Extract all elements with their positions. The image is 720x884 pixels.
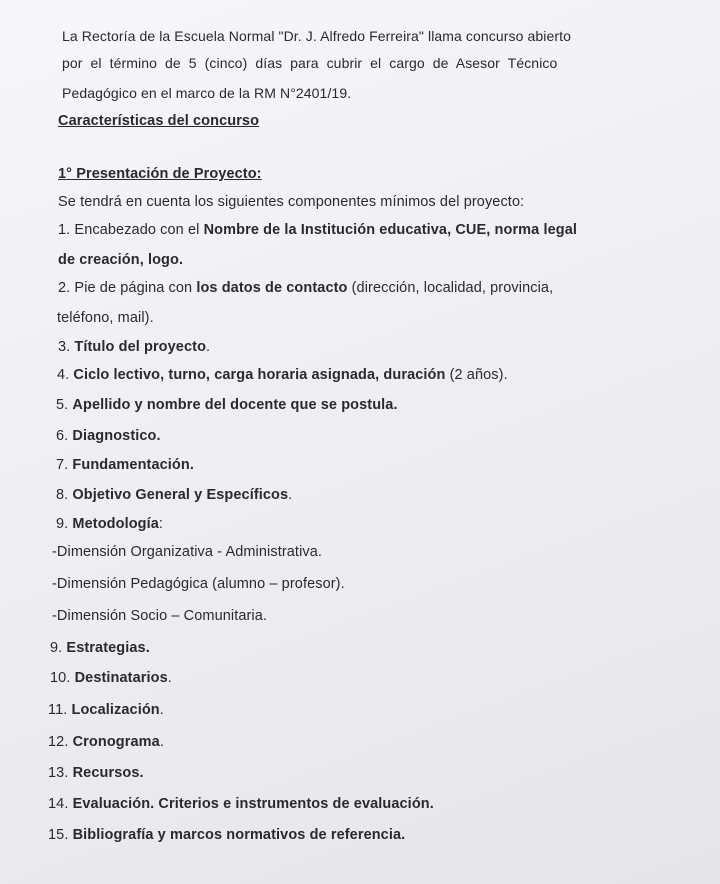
item-15-number: 15.	[48, 827, 73, 843]
item-9	[56, 515, 163, 533]
item-9b	[50, 639, 150, 657]
item-10-bold: Destinatarios	[74, 670, 168, 686]
intro-line-1: La Rectoría de la Escuela Normal "Dr. J. Alfredo Ferreira" llama concurso abierto	[62, 28, 572, 44]
item-14-number: 14.	[48, 796, 73, 812]
item-2-continuation: teléfono, mail).	[57, 310, 154, 326]
dimension-2: -Dimensión Pedagógica (alumno – profesor).	[52, 576, 345, 592]
item-2	[58, 279, 553, 297]
item-11-bold: Localización	[71, 702, 160, 718]
item-6-number: 6.	[56, 428, 73, 444]
item-6	[56, 427, 161, 445]
item-7-number: 7.	[56, 457, 73, 473]
item-13-bold: Recursos.	[72, 765, 144, 781]
item-12	[48, 733, 164, 751]
subsection-title: 1° Presentación de Proyecto:	[58, 166, 262, 182]
item-8-number: 8.	[56, 487, 73, 503]
item-3-end: .	[206, 339, 211, 355]
item-5	[56, 396, 398, 414]
dimension-1: -Dimensión Organizativa - Administrativa.	[52, 544, 323, 560]
item-10-end: .	[167, 670, 172, 686]
item-15	[48, 826, 405, 844]
item-7-bold: Fundamentación.	[72, 457, 194, 473]
item-9-end: :	[158, 516, 164, 532]
item-9-number: 9.	[56, 516, 73, 532]
intro-line-3: Pedagógico en el marco de la RM N°2401/19.	[62, 85, 352, 101]
item-1-continuation: de creación, logo.	[58, 252, 184, 268]
item-15-bold: Bibliografía y marcos normativos de referencia.	[72, 827, 406, 843]
item-12-bold: Cronograma	[72, 734, 160, 750]
item-3-number: 3.	[58, 339, 75, 355]
item-2-bold: los datos de contacto	[196, 280, 348, 296]
item-14-bold: Evaluación. Criterios e instrumentos de evaluación.	[72, 796, 434, 812]
intro-line-2: por el término de 5 (cinco) días para cubrir el cargo de Asesor Técnico	[62, 55, 558, 71]
item-8-end: .	[288, 487, 293, 503]
item-5-bold: Apellido y nombre del docente que se postula.	[72, 397, 398, 413]
item-2-suffix: (dirección, localidad, provincia,	[347, 280, 554, 296]
item-9-bold: Metodología	[72, 516, 159, 532]
item-6-bold: Diagnostico.	[72, 428, 161, 444]
item-4-bold: Ciclo lectivo, turno, carga horaria asignada, duración	[73, 367, 446, 383]
item-3-bold: Título del proyecto	[74, 339, 207, 355]
item-1-bold: Nombre de la Institución educativa, CUE, norma legal	[203, 222, 578, 238]
section-title: Características del concurso	[58, 113, 260, 129]
item-11-number: 11.	[48, 702, 72, 718]
item-12-end: .	[159, 734, 164, 750]
item-13	[48, 764, 144, 782]
item-8	[56, 486, 292, 504]
item-1-prefix: 1. Encabezado con el	[58, 222, 204, 238]
item-1	[58, 221, 577, 239]
item-3	[58, 338, 210, 356]
item-4	[57, 366, 508, 384]
item-11	[48, 701, 164, 719]
item-13-number: 13.	[48, 765, 73, 781]
dimension-3: -Dimensión Socio – Comunitaria.	[52, 608, 268, 624]
item-8-bold: Objetivo General y Específicos	[72, 487, 289, 503]
item-9b-number: 9.	[50, 640, 67, 656]
item-5-number: 5.	[56, 397, 73, 413]
item-9b-bold: Estrategias.	[66, 640, 150, 656]
item-14	[48, 795, 434, 813]
item-10	[50, 669, 172, 687]
item-7	[56, 456, 194, 474]
item-4-number: 4.	[57, 367, 74, 383]
item-4-suffix: (2 años).	[445, 367, 508, 383]
lead-text: Se tendrá en cuenta los siguientes componentes mínimos del proyecto:	[58, 194, 525, 210]
item-12-number: 12.	[48, 734, 73, 750]
item-11-end: .	[159, 702, 164, 718]
item-10-number: 10.	[50, 670, 75, 686]
item-2-prefix: 2. Pie de página con	[58, 280, 197, 296]
